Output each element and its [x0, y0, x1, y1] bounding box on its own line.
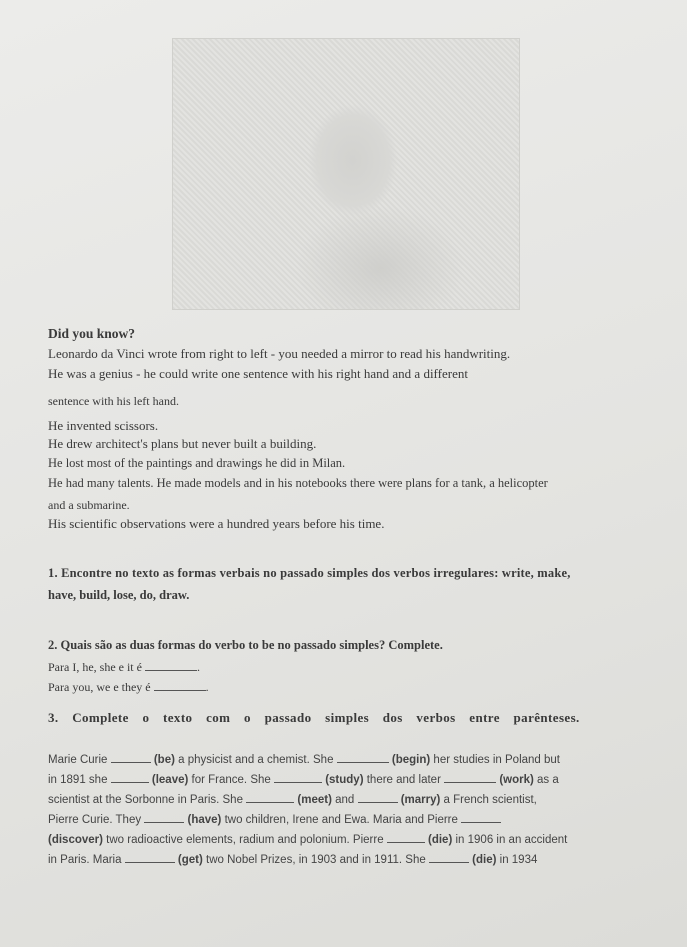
answer-blank[interactable] — [154, 680, 206, 691]
answer-blank[interactable] — [337, 752, 389, 763]
answer-blank[interactable] — [387, 832, 425, 843]
verb-hint: (have) — [187, 814, 222, 826]
verb-hint: (discover) — [48, 834, 103, 846]
leonardo-portrait-image — [172, 38, 520, 310]
text: and — [335, 794, 355, 806]
exercise1-line: have, build, lose, do, draw. — [48, 588, 190, 602]
exercise2-title: 2. Quais são as duas formas do verbo to be no passado simples? Complete. — [48, 638, 443, 652]
answer-blank[interactable] — [145, 660, 197, 671]
text: her studies in Poland but — [433, 754, 561, 766]
verb-hint: (die) — [472, 854, 497, 866]
text: Marie Curie — [48, 754, 108, 766]
intro-line: He was a genius - he could write one sentence with his right hand and a different — [48, 366, 468, 381]
text: two radioactive elements, radium and polonium. Pierre — [106, 834, 384, 846]
verb-hint: (begin) — [391, 754, 431, 766]
intro-line: He drew architect's plans but never built a building. — [48, 436, 317, 451]
text: for France. She — [191, 774, 271, 786]
exercise3-line — [48, 772, 559, 786]
exercise3-line — [48, 752, 560, 766]
answer-blank[interactable] — [144, 812, 184, 823]
exercise2-row-label: Para I, he, she e it é — [48, 660, 142, 674]
text: a French scientist, — [443, 794, 537, 806]
exercise3-line — [48, 832, 567, 846]
text: in Paris. Maria — [48, 854, 122, 866]
exercise3-line — [48, 812, 501, 826]
exercise1-line: 1. Encontre no texto as formas verbais no passado simples dos verbos irregulares: write, make, — [48, 566, 571, 580]
exercise2-row: Para you, we e they é . — [48, 680, 209, 694]
text: Pierre Curie. They — [48, 814, 142, 826]
verb-hint: (leave) — [151, 774, 189, 786]
answer-blank[interactable] — [125, 852, 175, 863]
intro-line: He had many talents. He made models and in his notebooks there were plans for a tank, a helicopter — [48, 476, 548, 490]
answer-blank[interactable] — [111, 772, 149, 783]
exercise2-row: Para I, he, she e it é . — [48, 660, 200, 674]
verb-hint: (be) — [153, 754, 175, 766]
answer-blank[interactable] — [111, 752, 151, 763]
intro-line: Leonardo da Vinci wrote from right to left - you needed a mirror to read his handwriting. — [48, 346, 511, 361]
answer-blank[interactable] — [358, 792, 398, 803]
verb-hint: (die) — [428, 834, 453, 846]
exercise3-line — [48, 792, 537, 806]
verb-hint: (work) — [499, 774, 534, 786]
exercise2-row-label: Para you, we e they é — [48, 680, 151, 694]
verb-hint: (study) — [325, 774, 364, 786]
answer-blank[interactable] — [246, 792, 294, 803]
text: scientist at the Sorbonne in Paris. She — [48, 794, 243, 806]
text: two children, Irene and Ewa. Maria and Pierre — [224, 814, 458, 826]
text: in 1934 — [499, 854, 538, 866]
intro-line: His scientific observations were a hundred years before his time. — [48, 516, 385, 531]
text: a physicist and a chemist. She — [178, 754, 334, 766]
verb-hint: (meet) — [297, 794, 332, 806]
text: in 1906 in an accident — [455, 834, 568, 846]
intro-line: sentence with his left hand. — [48, 394, 179, 408]
text: there and later — [366, 774, 441, 786]
intro-line: and a submarine. — [48, 498, 130, 512]
intro-line: He invented scissors. — [48, 418, 159, 433]
answer-blank[interactable] — [461, 812, 501, 823]
verb-hint: (marry) — [400, 794, 441, 806]
intro-heading: Did you know? — [48, 326, 136, 341]
text: as a — [537, 774, 559, 786]
text: two Nobel Prizes, in 1903 and in 1911. She — [206, 854, 426, 866]
text: in 1891 she — [48, 774, 108, 786]
answer-blank[interactable] — [429, 852, 469, 863]
intro-line: He lost most of the paintings and drawings he did in Milan. — [48, 456, 346, 470]
exercise3-title: 3. Complete o texto com o passado simples dos verbos entre parênteses. — [48, 710, 580, 725]
exercise3-line — [48, 852, 537, 866]
answer-blank[interactable] — [444, 772, 496, 783]
answer-blank[interactable] — [274, 772, 322, 783]
verb-hint: (get) — [177, 854, 203, 866]
